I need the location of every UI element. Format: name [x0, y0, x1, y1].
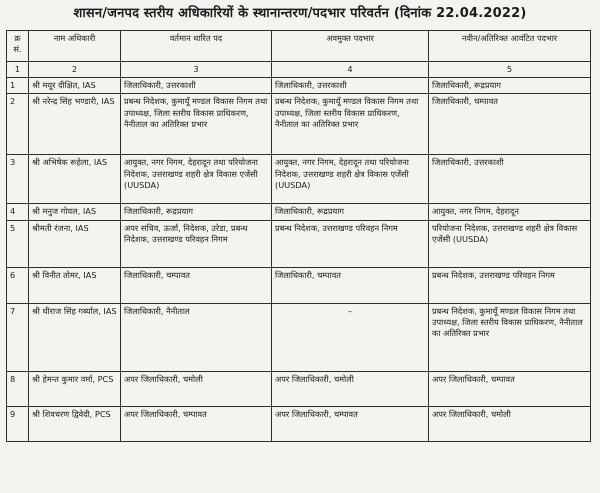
transfer-table	[6, 30, 591, 442]
relieved-charge-cell: अपर जिलाधिकारी, चम्पावत	[272, 406, 429, 441]
officer-name-cell: श्री शिवचरण द्विवेदी, PCS	[29, 406, 121, 441]
table-row	[7, 155, 591, 204]
officer-name-cell: श्री हेमन्त कुमार वर्मा, PCS	[29, 371, 121, 406]
table-row	[7, 220, 591, 267]
table-row	[7, 78, 591, 94]
current-post-cell: अपर जिलाधिकारी, चम्पावत	[121, 406, 272, 441]
relieved-charge-cell: जिलाधिकारी, चम्पावत	[272, 267, 429, 303]
table-row	[7, 371, 591, 406]
column-number: 2	[29, 62, 121, 78]
relieved-charge-cell: प्रबन्ध निदेशक, कुमायूँ मण्डल विकास निगम तथा उपाध्यक्ष, जिला स्तरीय विकास प्राधिकरण, नैनीताल का अतिरिक्त प्रभार	[272, 94, 429, 155]
column-number: 5	[429, 62, 591, 78]
new-charge-cell: जिलाधिकारी, रूद्रप्रयाग	[429, 78, 591, 94]
new-charge-cell: प्रबन्ध निदेशक, उत्तराखण्ड परिवहन निगम	[429, 267, 591, 303]
relieved-charge-cell: आयुक्त, नगर निगम, देहरादून तथा परियोजना निदेशक, उत्तराखण्ड शहरी क्षेत्र विकास एजेंसी (UUSDA)	[272, 155, 429, 204]
current-post-cell: जिलाधिकारी, चम्पावत	[121, 267, 272, 303]
column-number: 1	[7, 62, 29, 78]
relieved-charge-cell: जिलाधिकारी, रूद्रप्रयाग	[272, 204, 429, 220]
header-new-charge: नवीन/अतिरिक्त आवंटित पदभार	[429, 31, 591, 62]
serial-cell: 2	[7, 94, 29, 155]
table-row	[7, 267, 591, 303]
officer-name-cell: श्री नरेन्द्र सिंह भण्डारी, IAS	[29, 94, 121, 155]
column-number: 3	[121, 62, 272, 78]
serial-cell: 9	[7, 406, 29, 441]
officer-name-cell: श्री अभिषेक रूहेला, IAS	[29, 155, 121, 204]
header-serial: क्र सं.	[7, 31, 29, 62]
new-charge-cell: परियोजना निदेशक, उत्तराखण्ड शहरी क्षेत्र विकास एजेंसी (UUSDA)	[429, 220, 591, 267]
new-charge-cell: अपर जिलाधिकारी, चमोली	[429, 406, 591, 441]
table-row	[7, 406, 591, 441]
new-charge-cell: जिलाधिकारी, उत्तरकाशी	[429, 155, 591, 204]
relieved-charge-cell: अपर जिलाधिकारी, चमोली	[272, 371, 429, 406]
header-current-post: वर्तमान धारित पद	[121, 31, 272, 62]
header-relieved-charge: अवमुक्त पदभार	[272, 31, 429, 62]
officer-name-cell: श्री मनुज गोयल, IAS	[29, 204, 121, 220]
serial-cell: 6	[7, 267, 29, 303]
officer-name-cell: श्री धीराज सिंह गर्ब्याल, IAS	[29, 303, 121, 371]
header-officer-name: नाम अधिकारी	[29, 31, 121, 62]
header-row	[7, 31, 591, 62]
current-post-cell: अपर जिलाधिकारी, चमोली	[121, 371, 272, 406]
current-post-cell: अपर सचिव, ऊर्जा, निदेशक, उरेडा, प्रबन्ध निदेशक, उत्तराखण्ड परिवहन निगम	[121, 220, 272, 267]
table-row	[7, 204, 591, 220]
serial-cell: 3	[7, 155, 29, 204]
serial-cell: 1	[7, 78, 29, 94]
new-charge-cell: अपर जिलाधिकारी, चम्पावत	[429, 371, 591, 406]
officer-name-cell: श्री विनीत तोमर, IAS	[29, 267, 121, 303]
relieved-charge-cell: जिलाधिकारी, उत्तरकाशी	[272, 78, 429, 94]
relieved-charge-cell: प्रबन्ध निदेशक, उत्तराखण्ड परिवहन निगम	[272, 220, 429, 267]
serial-cell: 5	[7, 220, 29, 267]
document-title: शासन/जनपद स्तरीय अधिकारियों के स्थानान्तरण/पदभार परिवर्तन (दिनांक 22.04.2022)	[73, 6, 527, 21]
column-number: 4	[272, 62, 429, 78]
new-charge-cell: प्रबन्ध निदेशक, कुमायूँ मण्डल विकास निगम तथा उपाध्यक्ष, जिला स्तरीय विकास प्राधिकरण, नैनीताल का अतिरिक्त प्रभार	[429, 303, 591, 371]
serial-cell: 4	[7, 204, 29, 220]
officer-name-cell: श्रीमती रंजना, IAS	[29, 220, 121, 267]
current-post-cell: प्रबन्ध निदेशक, कुमायूँ मण्डल विकास निगम तथा उपाध्यक्ष, जिला स्तरीय विकास प्राधिकरण, नैनीताल का अतिरिक्त प्रभार	[121, 94, 272, 155]
serial-cell: 7	[7, 303, 29, 371]
current-post-cell: जिलाधिकारी, नैनीताल	[121, 303, 272, 371]
table-row	[7, 303, 591, 371]
relieved-charge-cell: –	[272, 303, 429, 371]
column-number-row	[7, 62, 591, 78]
new-charge-cell: आयुक्त, नगर निगम, देहरादून	[429, 204, 591, 220]
new-charge-cell: जिलाधिकारी, चम्पावत	[429, 94, 591, 155]
current-post-cell: जिलाधिकारी, उत्तरकाशी	[121, 78, 272, 94]
current-post-cell: जिलाधिकारी, रूद्रप्रयाग	[121, 204, 272, 220]
serial-cell: 8	[7, 371, 29, 406]
table-row	[7, 94, 591, 155]
current-post-cell: आयुक्त, नगर निगम, देहरादून तथा परियोजना निदेशक, उत्तराखण्ड शहरी क्षेत्र विकास एजेंसी (UUSDA)	[121, 155, 272, 204]
officer-name-cell: श्री मयूर दीक्षित, IAS	[29, 78, 121, 94]
